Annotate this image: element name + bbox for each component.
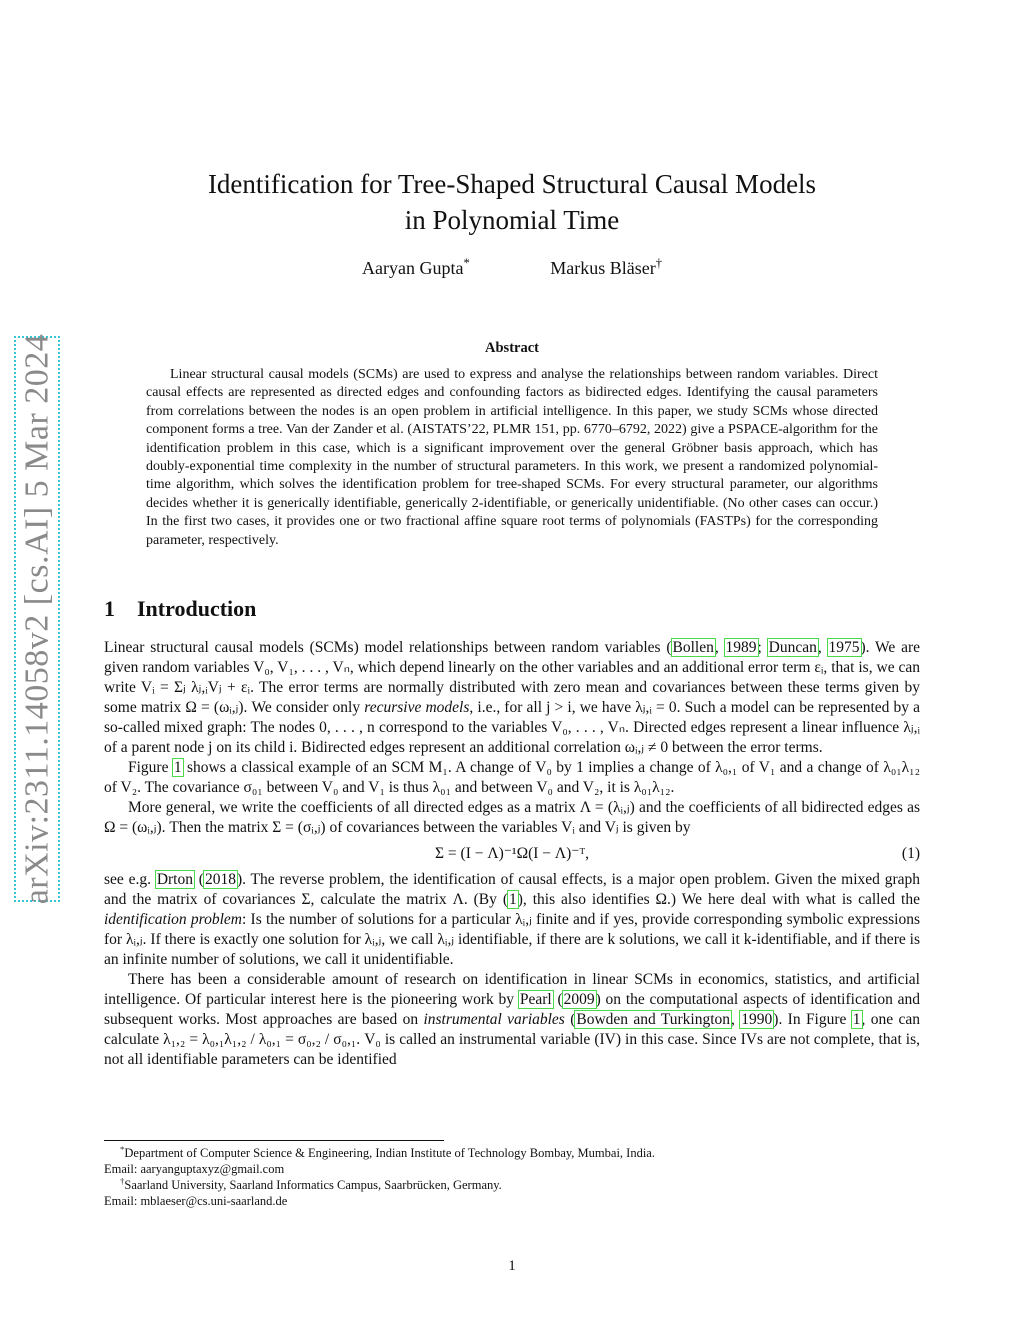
- text: Figure: [128, 759, 173, 776]
- text: There has been a considerable amount of research on identification in linear SCMs in economics, statistics, and artificial intelligence. Of particular interest here is the pioneering work by: [104, 971, 920, 1008]
- citation-link[interactable]: Drton: [156, 871, 193, 888]
- text: ). The reverse problem, the identification of causal effects, is a major open problem. Given the mixed graph and the matrix of covariances Σ, calculate the matrix Λ. (By (: [104, 871, 920, 908]
- text: (: [552, 991, 563, 1008]
- figure-ref-link[interactable]: 1: [852, 1011, 861, 1028]
- emphasis: identification problem: [104, 911, 242, 928]
- footnote-1: [104, 1145, 920, 1161]
- author-list: [104, 258, 920, 279]
- text: ,: [731, 1011, 741, 1028]
- author-2-name: Markus Bläser: [550, 258, 656, 278]
- footnotes: [104, 1145, 920, 1209]
- citation-link[interactable]: 1989: [725, 639, 757, 656]
- arxiv-identifier-box[interactable]: [14, 333, 60, 905]
- footnote-2-email: Email: mblaeser@cs.uni-saarland.de: [104, 1194, 288, 1208]
- paragraph-2: [104, 758, 920, 798]
- author-1-footnote-mark[interactable]: *: [463, 256, 470, 270]
- footnote-1-email: Email: aaryanguptaxyz@gmail.com: [104, 1162, 285, 1176]
- section-heading: [104, 596, 256, 622]
- citation-link[interactable]: 2018: [204, 871, 236, 888]
- citation-link[interactable]: Duncan: [768, 639, 817, 656]
- text: , i.e., for all j > i, we have λⱼ,ᵢ = 0. Such a model can be represented by a so-called mixed graph: The nodes 0, . . . , n correspond to the variables V₀, . . . , Vₙ. Directed edges represent a linear influence λⱼ,ᵢ of a parent node j on its child i. Bidirected edges represent an additional correlation ωᵢ,ⱼ ≠ 0 between the error terms.: [104, 699, 921, 756]
- page-number: 1: [508, 1258, 516, 1274]
- text: : Is the number of solutions for a particular λᵢ,ⱼ finite and if yes, provide corresponding symbolic expressions for λᵢ,ⱼ. If there is exactly one solution for λᵢ,ⱼ, we call λᵢ,ⱼ identifiable, if there are k solutions, we call it k-identifiable, and if there is an infinite number of solutions, we call it unidentifiable.: [104, 911, 920, 968]
- text: , one can calculate λ₁,₂ = λ₀,₁λ₁,₂ / λ₀,₁ = σ₀,₂ / σ₀,₁. V₀ is called an instrumental variable (IV) in this case. Since IVs are not complete, that is, not all identifiable parameters can be identified: [104, 1011, 920, 1068]
- section-title: Introduction: [137, 596, 257, 621]
- text: ,: [714, 639, 725, 656]
- footnote-1-mark: *: [120, 1143, 125, 1154]
- author-2: [550, 258, 662, 279]
- citation-link[interactable]: 1990: [741, 1011, 773, 1028]
- citation-link[interactable]: Bollen: [672, 639, 714, 656]
- author-1-name: Aaryan Gupta: [361, 258, 464, 278]
- abstract-text: Linear structural causal models (SCMs) are used to express and analyse the relationships between random variables. Direct causal effects are represented as directed edges and confounding factors as bidirected edges. Identifying the causal parameters from correlations between the nodes is an open problem in artificial intelligence. In this paper, we study SCMs whose directed component forms a tree. Van der Zander et al. (AISTATS’22, PLMR 151, pp. 6770–6792, 2022) give a PSPACE-algorithm for the identification problem in this case, which is a significant improvement over the general Gröbner basis approach, which has doubly-exponential time complexity in the number of structural parameters. In this work, we present a randomized polynomial-time algorithm, which solves the identification problem for tree-shaped SCMs. For every structural parameter, our algorithms decides whether it is generically identifiable, generically 2-identifiable, or generically unidentifiable. (No other cases can occur.) In the first two cases, it provides one or two fractional affine square root terms of polynomials (FASTPs) for the corresponding parameter, respectively.: [146, 367, 878, 548]
- footnote-rule: [104, 1140, 444, 1141]
- text: see e.g.: [104, 871, 156, 888]
- equation-number: (1): [901, 845, 920, 862]
- paragraph-3: More general, we write the coefficients of all directed edges as a matrix Λ = (λᵢ,ⱼ) and the coefficients of all bidirected edges as Ω = (ωᵢ,ⱼ). Then the matrix Σ = (σᵢ,ⱼ) of covariances between the variables Vᵢ and Vⱼ is given by: [104, 799, 920, 836]
- figure-ref-link[interactable]: 1: [173, 759, 182, 776]
- text: Linear structural causal models (SCMs) model relationships between random variables (: [104, 639, 672, 656]
- citation-link[interactable]: Pearl: [519, 991, 552, 1008]
- author-1: [362, 258, 470, 279]
- text: (: [193, 871, 204, 888]
- text: ). In Figure: [773, 1011, 852, 1028]
- author-2-footnote-mark[interactable]: †: [655, 256, 663, 270]
- paragraph-1: [104, 638, 920, 758]
- paragraph-4: [104, 870, 920, 970]
- footnote-2: [104, 1177, 920, 1193]
- citation-link[interactable]: 2009: [563, 991, 595, 1008]
- citation-link[interactable]: 1975: [828, 639, 860, 656]
- title-line-2: in Polynomial Time: [404, 205, 620, 235]
- citation-link[interactable]: Bowden and Turkington: [576, 1011, 731, 1028]
- paragraph-5: [104, 970, 920, 1070]
- footnote-1-text: Department of Computer Science & Engineering, Indian Institute of Technology Bombay, Mumbai, India.: [124, 1146, 655, 1160]
- text: ). We are given random variables V₀, V₁, . . . , Vₙ, which depend linearly on the other variables and an additional error term εᵢ, that is, we can write Vᵢ = Σⱼ λⱼ,ᵢVⱼ + εᵢ. The error terms are normally distributed with zero mean and covariances between these terms given by some matrix Ω = (ωᵢ,ⱼ). We consider only: [104, 639, 921, 716]
- footnote-2-text: Saarland University, Saarland Informatics Campus, Saarbrücken, Germany.: [124, 1178, 502, 1192]
- text: ,: [817, 639, 828, 656]
- emphasis: recursive models: [364, 699, 470, 716]
- arxiv-identifier[interactable]: arXiv:2311.14058v2 [cs.AI] 5 Mar 2024: [18, 333, 55, 905]
- equation-ref-link[interactable]: 1: [508, 891, 517, 908]
- footnote-2-mark: †: [120, 1175, 125, 1186]
- emphasis: instrumental variables: [423, 1011, 565, 1028]
- text: shows a classical example of an SCM M₁. A change of V₀ by 1 implies a change of λ₀,₁ of V₁ and a change of λ₀₁λ₁₂ of V₂. The covariance σ₀₁ between V₀ and V₁ is thus λ₀₁ and between V₀ and V₂, it is λ₀₁λ₁₂.: [104, 759, 920, 796]
- title-line-1: Identification for Tree-Shaped Structural Causal Models: [207, 169, 817, 199]
- abstract-heading: Abstract: [485, 340, 539, 356]
- text: ;: [757, 639, 768, 656]
- equation-body: Σ = (I − Λ)⁻¹Ω(I − Λ)⁻ᵀ,: [435, 845, 589, 862]
- section-number: 1: [104, 596, 115, 621]
- text: ) on the computational aspects of identification and subsequent works. Most approaches are based on: [104, 991, 920, 1028]
- paper-title: [104, 166, 920, 238]
- text: ), this also identifies Ω.) We here deal with what is called the: [517, 891, 920, 908]
- equation-1: [104, 844, 920, 864]
- body-text: [104, 638, 920, 1070]
- text: (: [564, 1011, 576, 1028]
